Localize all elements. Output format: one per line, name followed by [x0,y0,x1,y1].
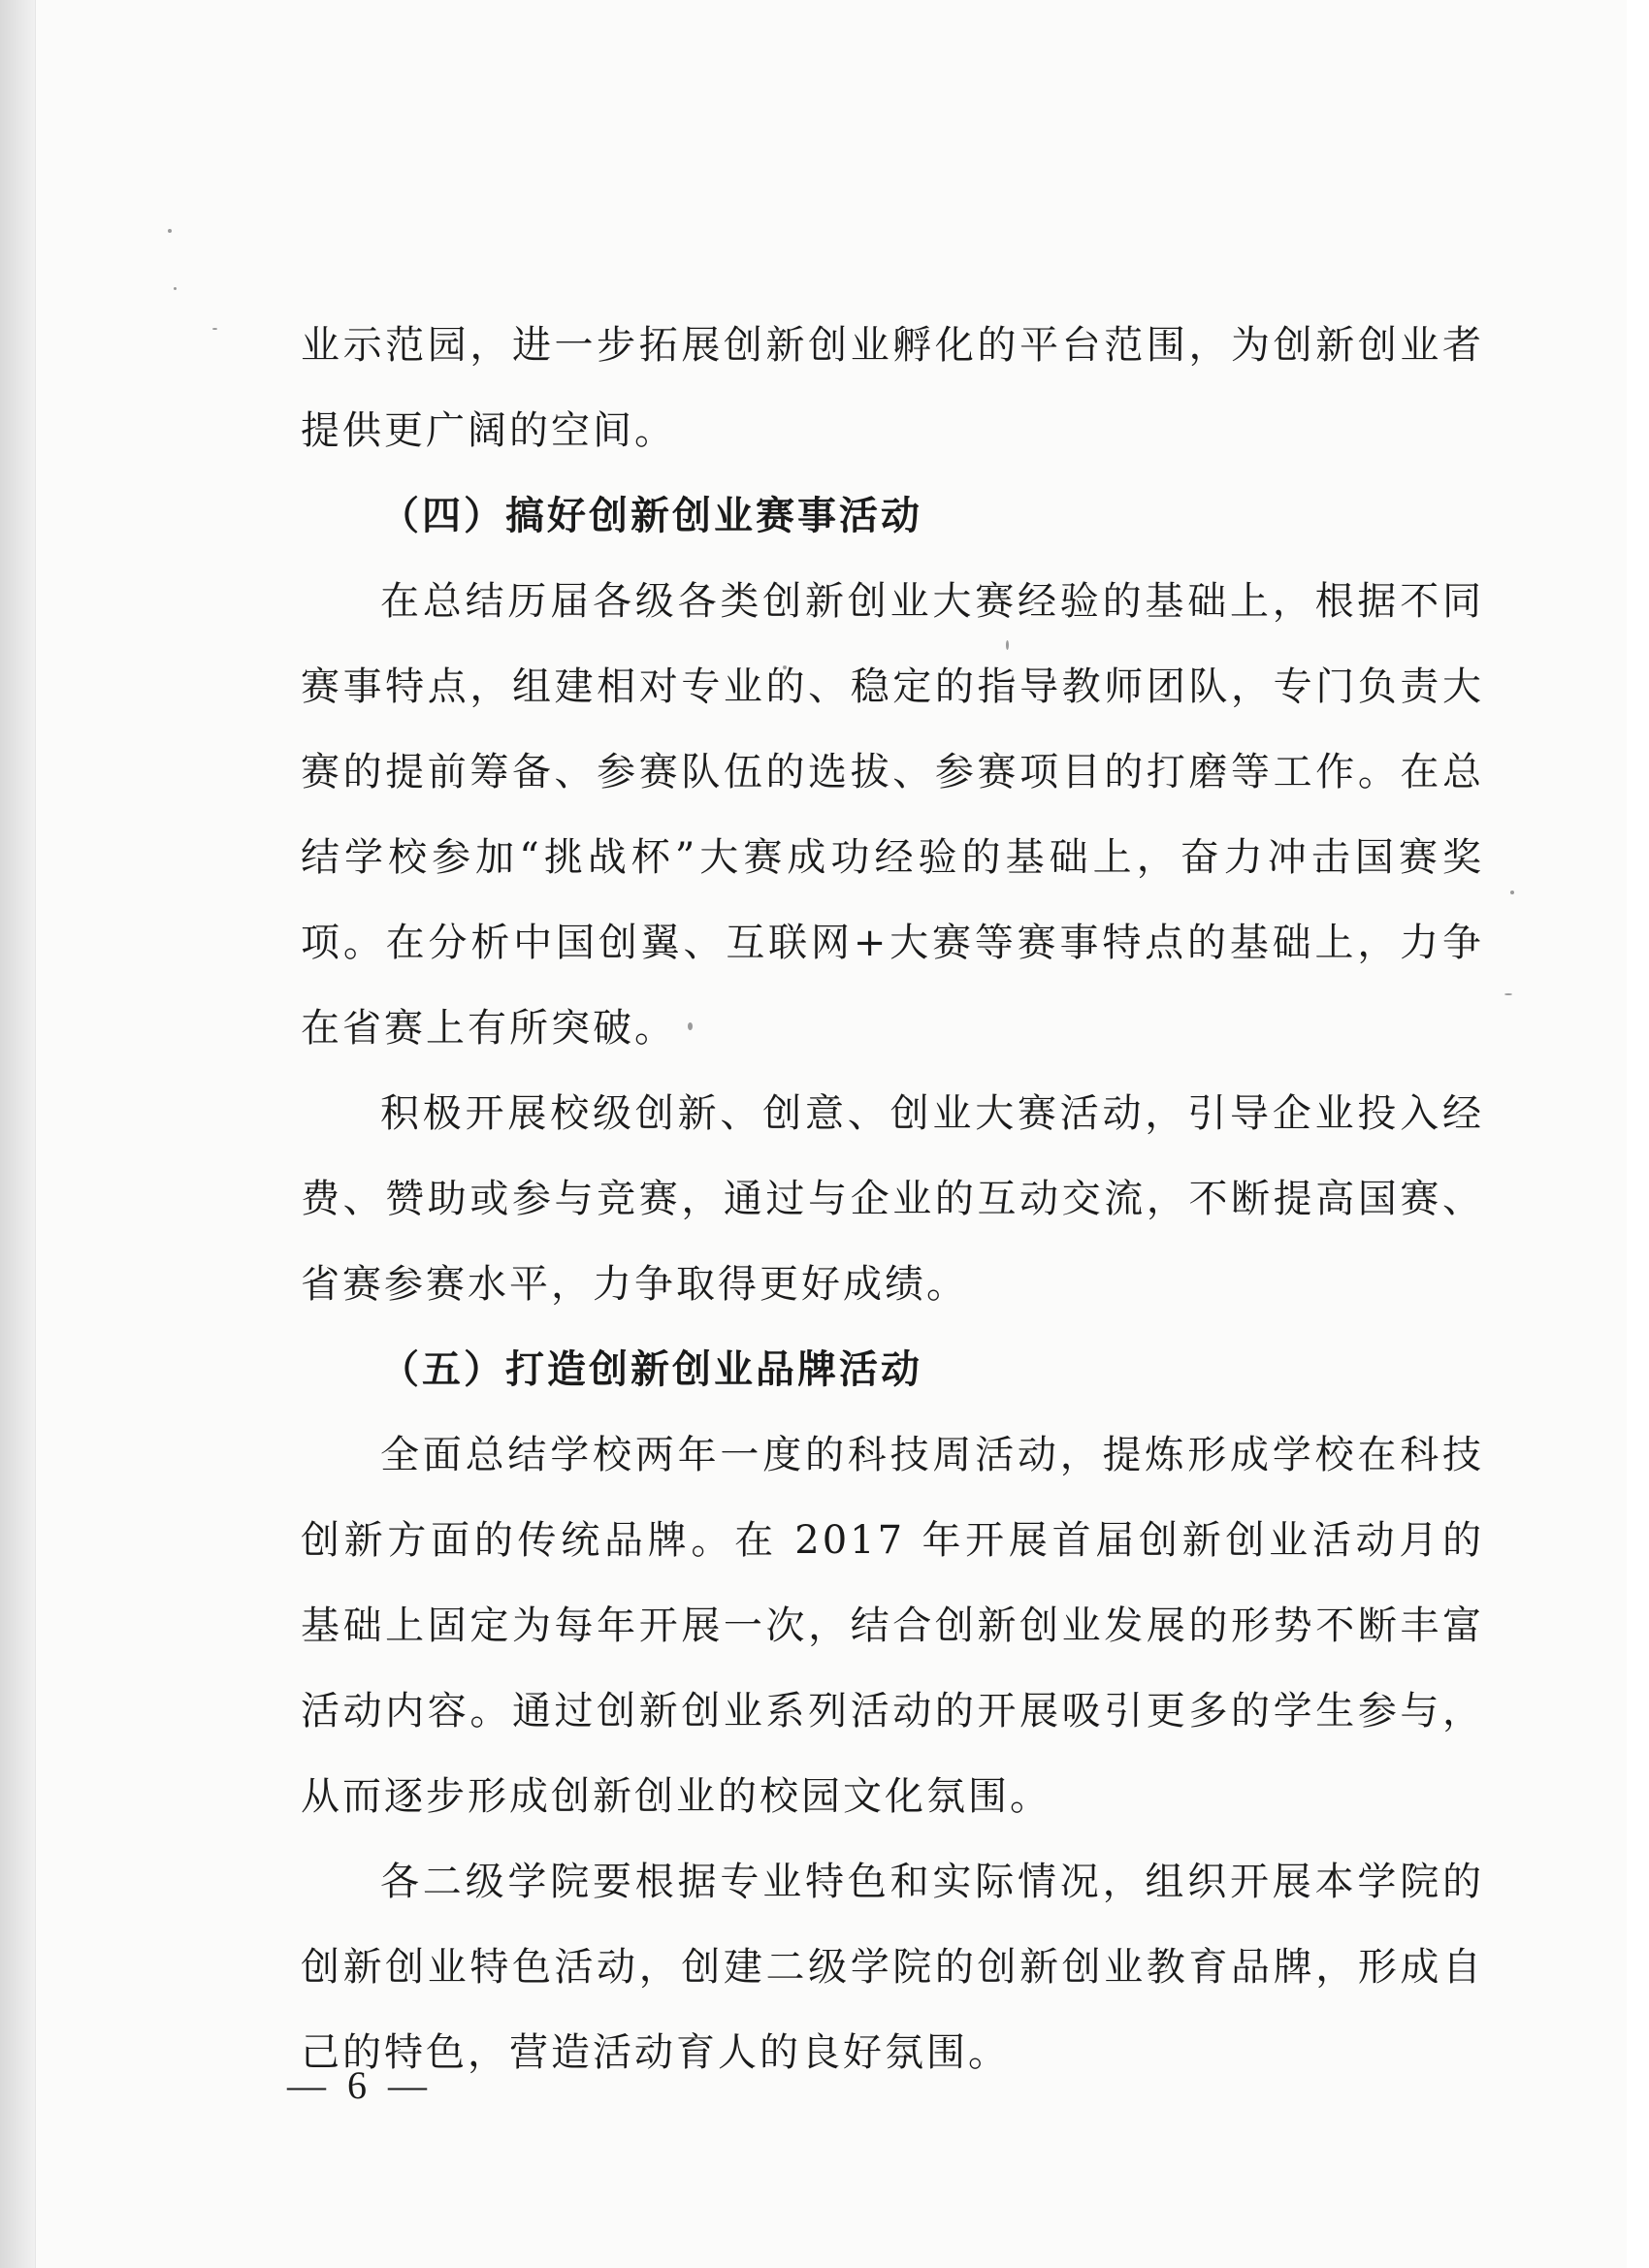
paragraph-tech-week: 全面总结学校两年一度的科技周活动，提炼形成学校在科技创新方面的传统品牌。在 2017 年开展首届创新创业活动月的基础上固定为每年开展一次，结合创新创业发展的形势不断丰富活动内容。通过创新创业系列活动的开展吸引更多的学生参与，从而逐步形成创新创业的校园文化氛围。 [301,1433,1484,1819]
paragraph-competition-experience: 在总结历届各级各类创新创业大赛经验的基础上，根据不同赛事特点，组建相对专业的、稳定的指导教师团队，专门负责大赛的提前筹备、参赛队伍的选拔、参赛项目的打磨等工作。在总结学校参加“挑战杯”大赛成功经验的基础上，奋力冲击国赛奖项。在分析中国创翼、互联网+大赛等赛事特点的基础上，力争在省赛上有所突破。 [301,579,1484,1051]
scan-speck [212,328,217,330]
scan-edge [0,0,35,2268]
paragraph-school-competitions: 积极开展校级创新、创意、创业大赛活动，引导企业投入经费、赞助或参与竞赛，通过与企业的互动交流，不断提高国赛、省赛参赛水平，力争取得更好成绩。 [301,1091,1484,1307]
section-heading-four: （四）搞好创新创业赛事活动 [380,494,922,538]
scan-speck [168,229,172,233]
scan-speck [174,287,177,290]
section-heading-five: （五）打造创新创业品牌活动 [380,1347,922,1392]
paragraph-continuation: 业示范园，进一步拓展创新创业孵化的平台范围，为创新创业者提供更广阔的空间。 [301,323,1484,453]
paragraph-college-activities: 各二级学院要根据专业特色和实际情况，组织开展本学院的创新创业特色活动，创建二级学院的创新创业教育品牌，形成自己的特色，营造活动育人的良好氛围。 [301,1860,1484,2075]
document-body [301,303,1484,2095]
page-number: — 6 — [287,2063,433,2107]
scan-speck [1504,993,1512,995]
scan-speck [1510,891,1514,894]
